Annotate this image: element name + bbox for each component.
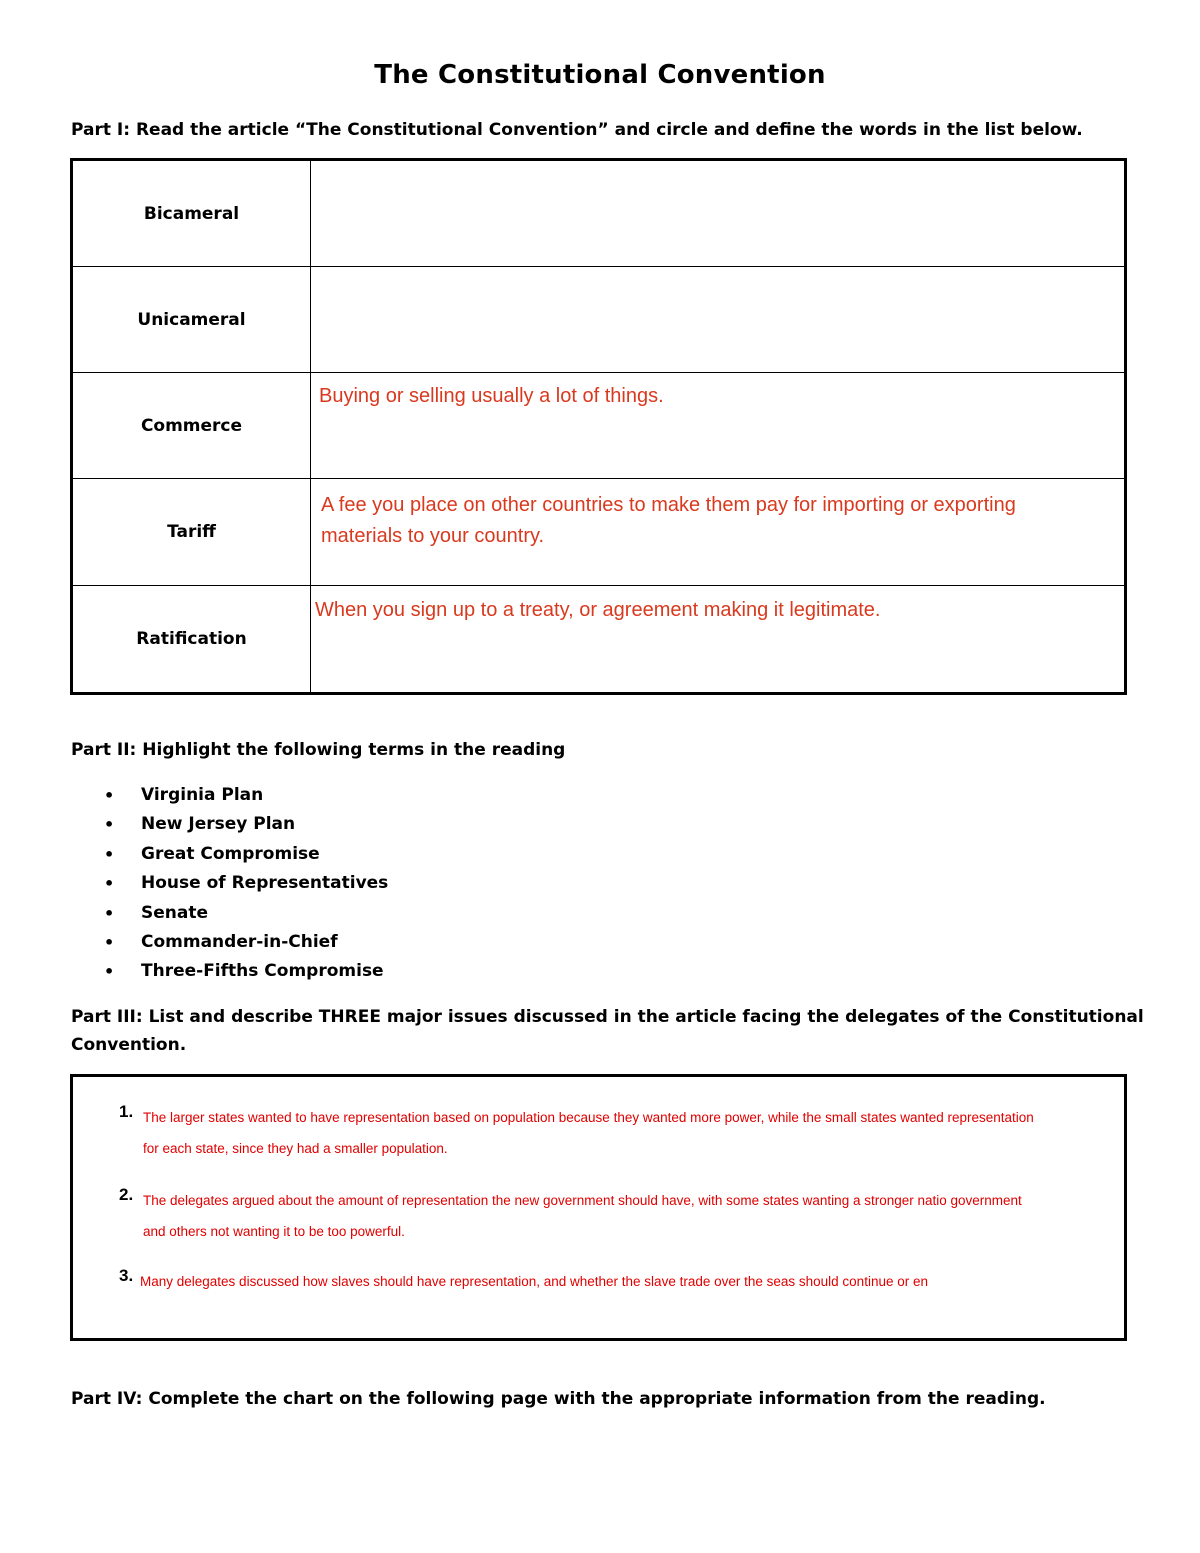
term-label: New Jersey Plan: [141, 814, 296, 835]
terms-list: [104, 782, 388, 988]
issue-item: [119, 1266, 1079, 1297]
issue-number: 1.: [119, 1102, 134, 1121]
issue-text: Many delegates discussed how slaves should have representation, and whether the slave trade over the seas should continue or en: [140, 1274, 928, 1289]
vocabulary-table: [70, 158, 1127, 695]
part1-heading: Part I: Read the article “The Constitutional Convention” and circle and define the words in the list below.: [71, 120, 1083, 140]
table-row: [72, 586, 1126, 694]
issue-number: 2.: [119, 1185, 134, 1204]
bullet-icon: •: [104, 786, 115, 805]
bullet-icon: •: [104, 844, 115, 864]
part3-heading-line2: Convention.: [71, 1035, 187, 1055]
definition-cell[interactable]: [311, 373, 1126, 479]
term-label: Great Compromise: [141, 843, 320, 864]
term-cell: Unicameral: [72, 267, 311, 373]
list-item: [104, 782, 388, 811]
part3-heading: [71, 1003, 1144, 1059]
definition-cell[interactable]: [311, 479, 1126, 586]
bullet-icon: •: [104, 815, 115, 835]
definition-text: When you sign up to a treaty, or agreement making it legitimate.: [315, 599, 881, 621]
term-cell: Ratification: [72, 586, 311, 694]
bullet-icon: •: [104, 874, 115, 894]
bullet-icon: •: [104, 962, 115, 982]
term-label: House of Representatives: [141, 873, 389, 894]
term-label: Senate: [141, 902, 209, 923]
part4-heading: Part IV: Complete the chart on the following page with the appropriate information from the reading.: [71, 1389, 1046, 1409]
term-cell: Bicameral: [72, 160, 311, 267]
bullet-icon: •: [104, 903, 115, 923]
term-label: Virginia Plan: [141, 785, 264, 805]
issues-answer-box[interactable]: [70, 1074, 1127, 1341]
term-label: Three-Fifths Compromise: [141, 961, 384, 982]
list-item: [104, 929, 388, 958]
list-item: [104, 811, 388, 840]
page-title: The Constitutional Convention: [374, 60, 826, 90]
bullet-icon: •: [104, 932, 115, 952]
list-item: [104, 870, 388, 899]
term-cell: Commerce: [72, 373, 311, 479]
term-cell: Tariff: [72, 479, 311, 586]
table-row: [72, 373, 1126, 479]
table-row: [72, 479, 1126, 586]
issue-number: 3.: [119, 1266, 134, 1285]
issue-item: [119, 1102, 1079, 1164]
definition-text: Buying or selling usually a lot of things.: [319, 385, 664, 407]
definition-text: A fee you place on other countries to make them pay for importing or exporting materials to your country.: [321, 494, 1016, 547]
part3-heading-line1: Part III: List and describe THREE major issues discussed in the article facing the delegates of the Constitutional: [71, 1007, 1144, 1027]
table-row: [72, 267, 1126, 373]
definition-cell[interactable]: [311, 586, 1126, 694]
definition-cell[interactable]: [311, 267, 1126, 373]
list-item: [104, 900, 388, 929]
issue-text: The larger states wanted to have representation based on population because they wanted more power, while the small states wanted representation for each state, since they had a smaller population.: [143, 1110, 1034, 1156]
issue-text: The delegates argued about the amount of representation the new government should have, with some states wanting a stronger natio government and others not wanting it to be too powerful.: [143, 1193, 1022, 1239]
term-label: Commander-in-Chief: [141, 931, 338, 952]
part2-heading: Part II: Highlight the following terms in the reading: [71, 740, 566, 760]
issue-item: [119, 1185, 1079, 1247]
definition-cell[interactable]: [311, 160, 1126, 267]
table-row: [72, 160, 1126, 267]
list-item: [104, 958, 388, 987]
list-item: [104, 841, 388, 870]
